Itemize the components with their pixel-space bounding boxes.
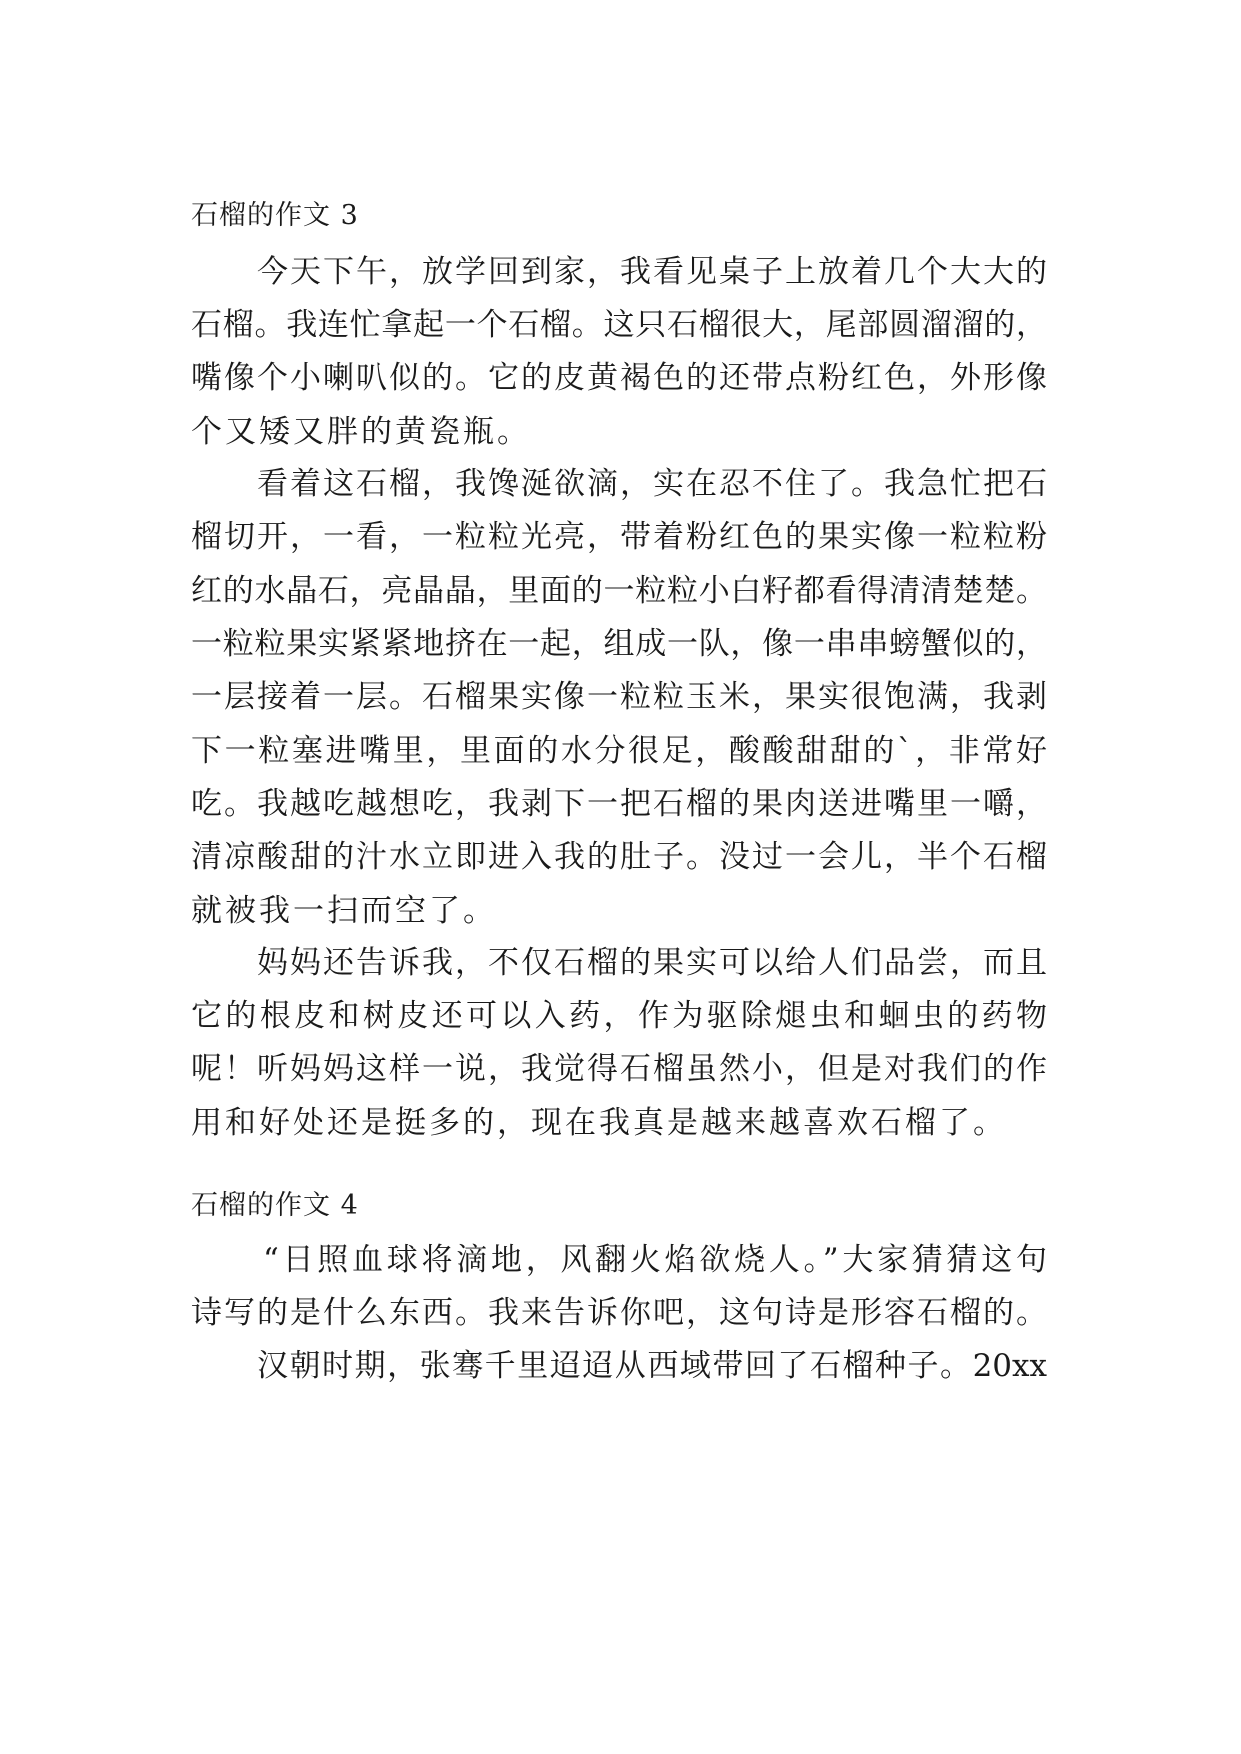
paragraph-line: 一层接着一层。石榴果实像一粒粒玉米，果实很饱满，我剥 <box>191 679 1047 715</box>
paragraph-line: 呢！听妈妈这样一说，我觉得石榴虽然小，但是对我们的作 <box>191 1051 1047 1087</box>
paragraph-line: 榴切开，一看，一粒粒光亮，带着粉红色的果实像一粒粒粉 <box>191 519 1047 555</box>
paragraph-line: 嘴像个小喇叭似的。它的皮黄褐色的还带点粉红色，外形像 <box>191 360 1047 396</box>
paragraph-line: “日照血球将滴地，风翻火焰欲烧人。”大家猜猜这句 <box>263 1242 1047 1278</box>
paragraph-line: 红的水晶石，亮晶晶，里面的一粒粒小白籽都看得清清楚楚。 <box>191 573 1047 609</box>
section-heading: 石榴的作文 4 <box>191 1190 359 1221</box>
paragraph-line: 石榴。我连忙拿起一个石榴。这只石榴很大，尾部圆溜溜的， <box>191 307 1047 343</box>
paragraph-line: 个又矮又胖的黄瓷瓶。 <box>191 414 531 450</box>
paragraph-line: 妈妈还告诉我，不仅石榴的果实可以给人们品尝，而且 <box>257 945 1047 981</box>
paragraph-line: 一粒粒果实紧紧地挤在一起，组成一队，像一串串螃蟹似的， <box>191 626 1047 662</box>
paragraph-line: 清凉酸甜的汁水立即进入我的肚子。没过一会儿，半个石榴 <box>191 839 1047 875</box>
paragraph-line: 它的根皮和树皮还可以入药，作为驱除煺虫和蛔虫的药物 <box>191 998 1047 1034</box>
paragraph-line: 用和好处还是挺多的，现在我真是越来越喜欢石榴了。 <box>191 1105 1007 1141</box>
paragraph-line: 下一粒塞进嘴里，里面的水分很足，酸酸甜甜的`，非常好 <box>191 733 1047 769</box>
paragraph-line: 吃。我越吃越想吃，我剥下一把石榴的果肉送进嘴里一嚼， <box>191 786 1047 822</box>
paragraph-line: 就被我一扫而空了。 <box>191 893 497 929</box>
paragraph-line: 汉朝时期，张骞千里迢迢从西域带回了石榴种子。20xx <box>257 1348 1047 1384</box>
paragraph-line: 看着这石榴，我馋涎欲滴，实在忍不住了。我急忙把石 <box>257 466 1047 502</box>
paragraph-line: 今天下午，放学回到家，我看见桌子上放着几个大大的 <box>257 254 1047 290</box>
section-heading: 石榴的作文 3 <box>191 200 359 231</box>
paragraph-line: 诗写的是什么东西。我来告诉你吧，这句诗是形容石榴的。 <box>191 1295 1047 1331</box>
